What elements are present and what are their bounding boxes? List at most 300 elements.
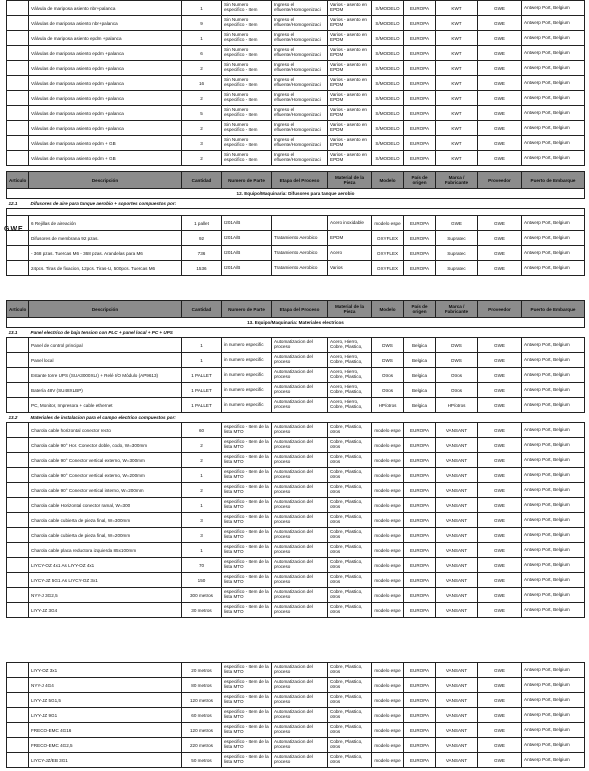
cell-part-number: especifico - Item de la lista MTO — [222, 483, 272, 498]
cell-origin: EUROPA — [404, 106, 436, 121]
column-header: Numero de Parte — [222, 172, 272, 189]
cell-quantity: 2 — [182, 61, 222, 76]
cell-origin: EUROPA — [404, 121, 436, 136]
cell-article — [7, 368, 29, 383]
cell-material: Acero, Hierro, Cobre, Plastico, — [328, 368, 372, 383]
cell-description: NYY-J 3G2,5 — [29, 588, 182, 603]
table-row — [7, 423, 585, 438]
cell-material: Varios - asento en EPDM — [328, 121, 372, 136]
cell-port: Antwerp Port, Belgium — [522, 543, 585, 558]
cell-quantity: 3 — [182, 136, 222, 151]
cell-description: LIYY-JZ 9G1 — [29, 708, 182, 723]
cell-article — [7, 31, 29, 46]
cell-material: Varios - asento en EPDM — [328, 151, 372, 166]
subsection-number: 12.1 — [7, 199, 29, 209]
cell-origin: EUROPA — [404, 738, 436, 753]
cell-description: Charola cable 90° Conector vertical interno, W=200mm — [29, 483, 182, 498]
cell-quantity: 1 — [182, 543, 222, 558]
cell-part-number: I201A/B — [222, 246, 272, 261]
cell-model: S/MODELO — [372, 61, 404, 76]
cell-process-stage: Ingreso el efluente/Homogenizaci — [272, 91, 328, 106]
cell-supplier: GWE — [478, 438, 522, 453]
cell-model: modelo espe — [372, 498, 404, 513]
column-header: Puerto de Embarque — [522, 172, 585, 189]
cell-port: Antwerp Port, Belgium — [522, 723, 585, 738]
cell-model: modelo espe — [372, 588, 404, 603]
subsection-row — [7, 328, 585, 338]
cell-port: Antwerp Port, Belgium — [522, 16, 585, 31]
continuation-table — [6, 662, 585, 768]
cell-article — [7, 46, 29, 61]
cell-brand: VANSANT — [436, 588, 478, 603]
cell-origin: Belgica — [404, 398, 436, 413]
cell-origin: EUROPA — [404, 151, 436, 166]
cell-quantity: 1 PALLET — [182, 398, 222, 413]
cell-quantity: 2 — [182, 438, 222, 453]
cell-article — [7, 573, 29, 588]
table-row — [7, 738, 585, 753]
cell-origin: EUROPA — [404, 91, 436, 106]
cell-quantity: 2 — [182, 91, 222, 106]
cell-material: Varios - asento en EPDM — [328, 91, 372, 106]
cell-part-number: Sin Numero especifico - Item — [222, 16, 272, 31]
cell-material: Varios - asento en EPDM — [328, 31, 372, 46]
cell-description: Estante torre UPS (SUA3000XLI) + Relé I/O Módulo (AP9613) — [29, 368, 182, 383]
cell-article — [7, 423, 29, 438]
section-13-block — [6, 300, 584, 618]
section-title: 13. Equipo/Maquinaria: Materiales electricos — [7, 318, 585, 328]
cell-origin: EUROPA — [404, 558, 436, 573]
cell-model: OXYFLEX — [372, 246, 404, 261]
cell-description: LIYCY-OZ 4x1 As LIYY-OZ 4x1 — [29, 558, 182, 573]
section-13-table — [6, 300, 585, 618]
cell-model: modelo espe — [372, 573, 404, 588]
cell-process-stage: Automatizacion del proceso — [272, 573, 328, 588]
column-header: País de origen — [404, 172, 436, 189]
cell-part-number: especifico - Item de la lista MTO — [222, 753, 272, 768]
column-header: Numero de Parte — [222, 301, 272, 318]
cell-port: Antwerp Port, Belgium — [522, 663, 585, 678]
cell-port: Antwerp Port, Belgium — [522, 31, 585, 46]
cell-part-number: especifico - Item de la lista MTO — [222, 678, 272, 693]
cell-quantity: 60 — [182, 423, 222, 438]
cell-port: Antwerp Port, Belgium — [522, 528, 585, 543]
cell-supplier: GWE — [478, 453, 522, 468]
valves-block — [6, 0, 584, 166]
cell-description: Charola cable 90° Hor. Conector doble, codo, W=300mm — [29, 438, 182, 453]
cell-quantity: 220 metros — [182, 738, 222, 753]
table-row — [7, 543, 585, 558]
cell-port: Antwerp Port, Belgium — [522, 216, 585, 231]
cell-description: PC, Monitor, Impresora + cable ethernet — [29, 398, 182, 413]
cell-origin: EUROPA — [404, 31, 436, 46]
cell-supplier: GWE — [478, 216, 522, 231]
column-header: Etapa del Proceso — [272, 172, 328, 189]
cell-article — [7, 106, 29, 121]
cell-material: Varios - asento en EPDM — [328, 76, 372, 91]
cell-supplier: GWE — [478, 383, 522, 398]
cell-quantity: 150 — [182, 573, 222, 588]
cell-description: Batería 48V (SU48XLBP) — [29, 383, 182, 398]
cell-model: modelo espe — [372, 483, 404, 498]
cell-port: Antwerp Port, Belgium — [522, 61, 585, 76]
cell-quantity: 3 — [182, 513, 222, 528]
cell-article — [7, 708, 29, 723]
cell-port: Antwerp Port, Belgium — [522, 708, 585, 723]
continuation-block — [6, 662, 584, 768]
table-row — [7, 693, 585, 708]
table-row — [7, 723, 585, 738]
cell-article — [7, 91, 29, 106]
cell-process-stage: Automatizacion del proceso — [272, 708, 328, 723]
cell-origin: EUROPA — [404, 46, 436, 61]
cell-material: Acero, Hierro, Cobre, Plastico, — [328, 398, 372, 413]
cell-quantity: 80 metros — [182, 678, 222, 693]
cell-material: Cobre, Plastico, otros — [328, 753, 372, 768]
cell-model: modelo espe — [372, 708, 404, 723]
cell-origin: EUROPA — [404, 573, 436, 588]
cell-description: Difusores de membrana 92 pzas. — [29, 231, 182, 246]
cell-model: OXYFLEX — [372, 261, 404, 276]
subsection-row — [7, 199, 585, 209]
cell-process-stage: Ingreso el efluente/Homogenizaci — [272, 46, 328, 61]
cell-model: modelo espe — [372, 753, 404, 768]
cell-supplier: GWE — [478, 231, 522, 246]
table-row — [7, 573, 585, 588]
cell-quantity: 736 — [182, 246, 222, 261]
table-row — [7, 338, 585, 353]
valves-table — [6, 0, 585, 166]
cell-part-number: especifico - Item de la lista MTO — [222, 663, 272, 678]
cell-material: Cobre, Plastico, otros — [328, 558, 372, 573]
cell-quantity: 1 — [182, 1, 222, 16]
cell-part-number: Sin Numero especifico - Item — [222, 106, 272, 121]
cell-article — [7, 513, 29, 528]
cell-brand: DWS — [436, 353, 478, 368]
cell-brand: VANSANT — [436, 753, 478, 768]
table-row — [7, 16, 585, 31]
cell-process-stage: Automatizacion del proceso — [272, 338, 328, 353]
table-row — [7, 61, 585, 76]
cell-description: Válvula de mariposa asiento nbr+palanca — [29, 1, 182, 16]
cell-supplier: GWE — [478, 31, 522, 46]
cell-port: Antwerp Port, Belgium — [522, 423, 585, 438]
cell-brand: VANSANT — [436, 693, 478, 708]
cell-process-stage: Automatizacion del proceso — [272, 468, 328, 483]
cell-description: - 368 pzas. Tuercas M6 - 368 pzas. Arandelas para M6 — [29, 246, 182, 261]
cell-brand: VANSANT — [436, 678, 478, 693]
cell-article — [7, 16, 29, 31]
cell-brand: VANSANT — [436, 543, 478, 558]
cell-quantity: 30 metros — [182, 603, 222, 618]
cell-supplier: GWE — [478, 1, 522, 16]
cell-quantity: 2 — [182, 453, 222, 468]
cell-port: Antwerp Port, Belgium — [522, 76, 585, 91]
cell-article — [7, 121, 29, 136]
cell-supplier: GWE — [478, 663, 522, 678]
cell-brand: VANSANT — [436, 603, 478, 618]
cell-origin: EUROPA — [404, 438, 436, 453]
section-title: 12. Equipo/Maquinaria: Difusores para tanque aerobio — [7, 189, 585, 199]
cell-brand: KWT — [436, 151, 478, 166]
cell-description: Válvulas de mariposa asiento nbr+palanca — [29, 16, 182, 31]
cell-origin: EUROPA — [404, 1, 436, 16]
cell-port: Antwerp Port, Belgium — [522, 136, 585, 151]
cell-description: Charola cable 90° Conector vertical externo, W=200mm — [29, 468, 182, 483]
cell-model: modelo espe — [372, 453, 404, 468]
subsection-row — [7, 413, 585, 423]
cell-supplier: GWE — [478, 46, 522, 61]
cell-brand: VANSANT — [436, 708, 478, 723]
table-row — [7, 106, 585, 121]
cell-part-number: in numero especific — [222, 338, 272, 353]
cell-process-stage: Automatizacion del proceso — [272, 558, 328, 573]
table-row — [7, 368, 585, 383]
cell-article — [7, 723, 29, 738]
cell-model: modelo espe — [372, 723, 404, 738]
cell-article — [7, 76, 29, 91]
cell-model: modelo espe — [372, 543, 404, 558]
cell-origin: EUROPA — [404, 468, 436, 483]
cell-supplier: GWE — [478, 91, 522, 106]
cell-quantity: 50 metros — [182, 753, 222, 768]
cell-origin: Belgica — [404, 368, 436, 383]
cell-port: Antwerp Port, Belgium — [522, 453, 585, 468]
cell-quantity: 1 pallet — [182, 216, 222, 231]
cell-port: Antwerp Port, Belgium — [522, 588, 585, 603]
column-header: Modelo — [372, 172, 404, 189]
cell-part-number: especifico - Item de la lista MTO — [222, 588, 272, 603]
cell-process-stage: Automatizacion del proceso — [272, 438, 328, 453]
column-header: Modelo — [372, 301, 404, 318]
cell-model: modelo espe — [372, 438, 404, 453]
cell-part-number: I201A/B — [222, 261, 272, 276]
cell-supplier: GWE — [478, 708, 522, 723]
cell-article — [7, 398, 29, 413]
cell-brand: VANSANT — [436, 663, 478, 678]
table-row — [7, 261, 585, 276]
cell-brand: Otros — [436, 383, 478, 398]
cell-brand: VANSANT — [436, 438, 478, 453]
cell-supplier: GWE — [478, 723, 522, 738]
cell-brand: VANSANT — [436, 423, 478, 438]
cell-brand: VANSANT — [436, 498, 478, 513]
cell-process-stage: Tratamiento Aerobico — [272, 231, 328, 246]
cell-article — [7, 453, 29, 468]
cell-origin: Belgica — [404, 383, 436, 398]
cell-process-stage: Automatizacion del proceso — [272, 693, 328, 708]
cell-origin: EUROPA — [404, 543, 436, 558]
cell-model: S/MODELO — [372, 46, 404, 61]
cell-part-number: especifico - Item de la lista MTO — [222, 528, 272, 543]
cell-model: Otros — [372, 368, 404, 383]
cell-description: Válvula de mariposa asiento epdm +palanca — [29, 31, 182, 46]
column-header: Marca / Fabricante — [436, 301, 478, 318]
cell-supplier: GWE — [478, 423, 522, 438]
table-row — [7, 46, 585, 61]
cell-origin: EUROPA — [404, 136, 436, 151]
cell-description: Charola cable Horizontal conector ramal, W=300 — [29, 498, 182, 513]
cell-description: FRECO-EMC 4G16 — [29, 723, 182, 738]
cell-description: Panel local — [29, 353, 182, 368]
table-row — [7, 31, 585, 46]
cell-quantity: 120 metros — [182, 723, 222, 738]
cell-brand: VANSANT — [436, 738, 478, 753]
cell-port: Antwerp Port, Belgium — [522, 398, 585, 413]
table-row — [7, 753, 585, 768]
cell-part-number: Sin Numero especifico - Item — [222, 91, 272, 106]
cell-description: LIYY-OZ 3x1 — [29, 663, 182, 678]
cell-brand: VANSANT — [436, 723, 478, 738]
cell-material: Cobre, Plastico, otros — [328, 423, 372, 438]
cell-quantity: 1 — [182, 498, 222, 513]
cell-description: Panel de control principal — [29, 338, 182, 353]
cell-part-number: especifico - Item de la lista MTO — [222, 423, 272, 438]
cell-process-stage — [272, 216, 328, 231]
cell-material: Cobre, Plastico, otros — [328, 438, 372, 453]
cell-process-stage: Automatizacion del proceso — [272, 678, 328, 693]
cell-material: Cobre, Plastico, otros — [328, 498, 372, 513]
cell-material: Cobre, Plastico, otros — [328, 453, 372, 468]
cell-model: OXYFLEX — [372, 231, 404, 246]
column-header: Proveedor — [478, 301, 522, 318]
cell-model: S/MODELO — [372, 31, 404, 46]
cell-description: LIYCY-JZ 5G1.As LIYCY-OZ 3x1 — [29, 573, 182, 588]
column-header: Cantidad — [182, 172, 222, 189]
cell-origin: EUROPA — [404, 453, 436, 468]
table-row — [7, 136, 585, 151]
cell-brand: KWT — [436, 106, 478, 121]
cell-article — [7, 738, 29, 753]
cell-description: LIYCY-JZ/EB 3G1 — [29, 753, 182, 768]
cell-origin: EUROPA — [404, 693, 436, 708]
cell-description: 24pcs. Tiras de fixacion, 12pcs. Tiras-U, 500pcs. Tuercas M6 — [29, 261, 182, 276]
cell-supplier: GWE — [478, 151, 522, 166]
subsection-title: Materiales de instalacion para el campo electrico compuestos por: — [29, 413, 585, 423]
cell-part-number: especifico - Item de la lista MTO — [222, 513, 272, 528]
cell-quantity: 2 — [182, 151, 222, 166]
cell-material: Acero, Hierro, Cobre, Plastico, — [328, 383, 372, 398]
cell-port: Antwerp Port, Belgium — [522, 738, 585, 753]
cell-description: Válvulas de mariposa asiento epdm + GB — [29, 151, 182, 166]
cell-part-number: in numero especific — [222, 368, 272, 383]
cell-quantity: 16 — [182, 76, 222, 91]
table-row — [7, 603, 585, 618]
cell-part-number: especifico - Item de la lista MTO — [222, 738, 272, 753]
table-row — [7, 246, 585, 261]
cell-brand: KWT — [436, 76, 478, 91]
cell-material: Varios - asento en EPDM — [328, 46, 372, 61]
cell-part-number: especifico - Item de la lista MTO — [222, 723, 272, 738]
cell-supplier: GWE — [478, 121, 522, 136]
cell-description: Válvulas de mariposa asiento epdm +palanca — [29, 61, 182, 76]
table-row — [7, 558, 585, 573]
cell-material: Acero, Hierro, Cobre, Plastico, — [328, 338, 372, 353]
cell-supplier: GWE — [478, 368, 522, 383]
cell-description: Charola cable horizontal conector recto — [29, 423, 182, 438]
cell-article — [7, 678, 29, 693]
cell-port: Antwerp Port, Belgium — [522, 246, 585, 261]
cell-process-stage: Ingreso el efluente/Homogenizaci — [272, 151, 328, 166]
cell-supplier: GWE — [478, 498, 522, 513]
cell-supplier: GWE — [478, 338, 522, 353]
cell-model: S/MODELO — [372, 136, 404, 151]
cell-quantity: 2 — [182, 483, 222, 498]
cell-supplier: GWE — [478, 738, 522, 753]
cell-process-stage: Tratamiento Aerobico — [272, 261, 328, 276]
cell-article — [7, 383, 29, 398]
cell-process-stage: Ingreso el efluente/Homogenizaci — [272, 1, 328, 16]
column-header: Proveedor — [478, 172, 522, 189]
cell-supplier: GWE — [478, 693, 522, 708]
cell-brand: KWT — [436, 31, 478, 46]
cell-article — [7, 338, 29, 353]
cell-part-number: in numero especific — [222, 383, 272, 398]
cell-process-stage: Tratamiento Aerobico — [272, 246, 328, 261]
cell-article — [7, 151, 29, 166]
column-header: Descripción — [29, 172, 182, 189]
cell-model: modelo espe — [372, 528, 404, 543]
cell-origin: EUROPA — [404, 588, 436, 603]
cell-port: Antwerp Port, Belgium — [522, 483, 585, 498]
cell-model: modelo espe — [372, 513, 404, 528]
cell-origin: EUROPA — [404, 423, 436, 438]
cell-brand: KWT — [436, 16, 478, 31]
cell-process-stage: Automatizacion del proceso — [272, 723, 328, 738]
cell-model: Otros — [372, 383, 404, 398]
cell-process-stage: Automatizacion del proceso — [272, 353, 328, 368]
cell-supplier: GWE — [478, 543, 522, 558]
subsection-number: 13.1 — [7, 328, 29, 338]
cell-supplier: GWE — [478, 753, 522, 768]
cell-supplier: GWE — [478, 573, 522, 588]
table-row — [7, 453, 585, 468]
cell-origin: EUROPA — [404, 16, 436, 31]
cell-material: Varios — [328, 261, 372, 276]
cell-part-number: especifico - Item de la lista MTO — [222, 438, 272, 453]
table-row — [7, 353, 585, 368]
cell-part-number: especifico - Item de la lista MTO — [222, 498, 272, 513]
table-row — [7, 398, 585, 413]
cell-description: Charola cable placa reductora izquierda 85x100mm — [29, 543, 182, 558]
subsection-number: 13.2 — [7, 413, 29, 423]
cell-material: Cobre, Plastico, otros — [328, 723, 372, 738]
cell-origin: EUROPA — [404, 61, 436, 76]
table-row — [7, 708, 585, 723]
cell-quantity: 3 — [182, 528, 222, 543]
cell-description: NYY-J 4G4 — [29, 678, 182, 693]
cell-supplier: GWE — [478, 16, 522, 31]
cell-article — [7, 438, 29, 453]
cell-supplier: GWE — [478, 468, 522, 483]
cell-material: Cobre, Plastico, otros — [328, 543, 372, 558]
cell-material: Varios - asento en EPDM — [328, 106, 372, 121]
cell-supplier: GWE — [478, 261, 522, 276]
subsection-title: Difusores de aire para tanque aerobio + soportes compuestos por: — [29, 199, 585, 209]
cell-process-stage: Ingreso el efluente/Homogenizaci — [272, 16, 328, 31]
cell-part-number: especifico - Item de la lista MTO — [222, 468, 272, 483]
cell-supplier: GWE — [478, 528, 522, 543]
cell-origin: EUROPA — [404, 753, 436, 768]
cell-process-stage: Automatizacion del proceso — [272, 423, 328, 438]
cell-origin: EUROPA — [404, 678, 436, 693]
cell-brand: KWT — [436, 91, 478, 106]
table-row — [7, 498, 585, 513]
cell-process-stage: Automatizacion del proceso — [272, 398, 328, 413]
cell-model: S/MODELO — [372, 91, 404, 106]
cell-article — [7, 468, 29, 483]
cell-description: LIYY-JZ 3G4 — [29, 603, 182, 618]
